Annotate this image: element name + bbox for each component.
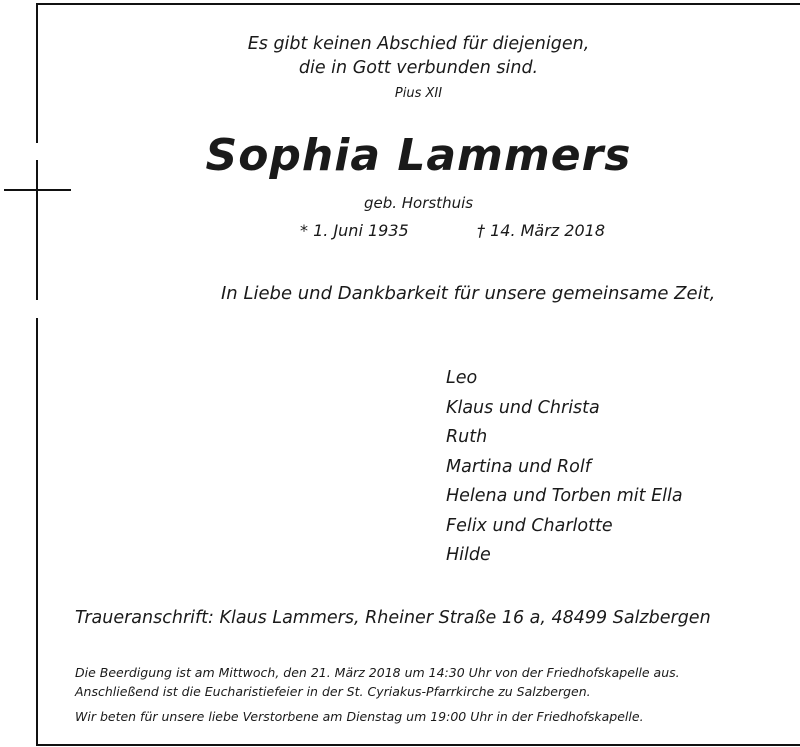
mourners-list [446,366,683,573]
funeral-notice: Die Beerdigung ist am Mittwoch, den 21. März 2018 um 14:30 Uhr von der Friedhofskapelle aus. [75,665,680,680]
mourner-item: Hilde [446,545,491,565]
border-left-lower [36,318,38,746]
quote-author: Pius XII [394,86,443,101]
border-top [37,3,800,5]
quote-line-2: die in Gott verbunden sind. [298,58,539,78]
mourner-item: Martina und Rolf [446,456,591,477]
mourner-item: Leo [446,368,478,388]
border-bottom [37,744,800,746]
cross-vertical [36,160,38,300]
deceased-name: Sophia Lammers [205,130,632,181]
death-date: † 14. März 2018 [477,221,606,240]
maiden-name: geb. Horsthuis [363,194,474,212]
mourner-item: Klaus und Christa [446,397,600,418]
mourning-address: Traueranschrift: Klaus Lammers, Rheiner Straße 16 a, 48499 Salzbergen [75,608,711,628]
birth-date: * 1. Juni 1935 [300,221,409,240]
quote-line-1: Es gibt keinen Abschied für diejenigen, [247,34,590,54]
mourner-item: Helena und Torben mit Ella [446,486,683,506]
mourner-item: Felix und Charlotte [446,515,613,536]
dedication-text: In Liebe und Dankbarkeit für unsere gemeinsame Zeit, [221,283,716,304]
mass-notice: Anschließend ist die Eucharistiefeier in der St. Cyriakus-Pfarrkirche zu Salzbergen. [75,684,591,699]
mourner-item: Ruth [446,427,488,447]
cross-horizontal [4,189,71,191]
prayer-notice: Wir beten für unsere liebe Verstorbene am Dienstag um 19:00 Uhr in der Friedhofskapelle. [75,709,644,724]
